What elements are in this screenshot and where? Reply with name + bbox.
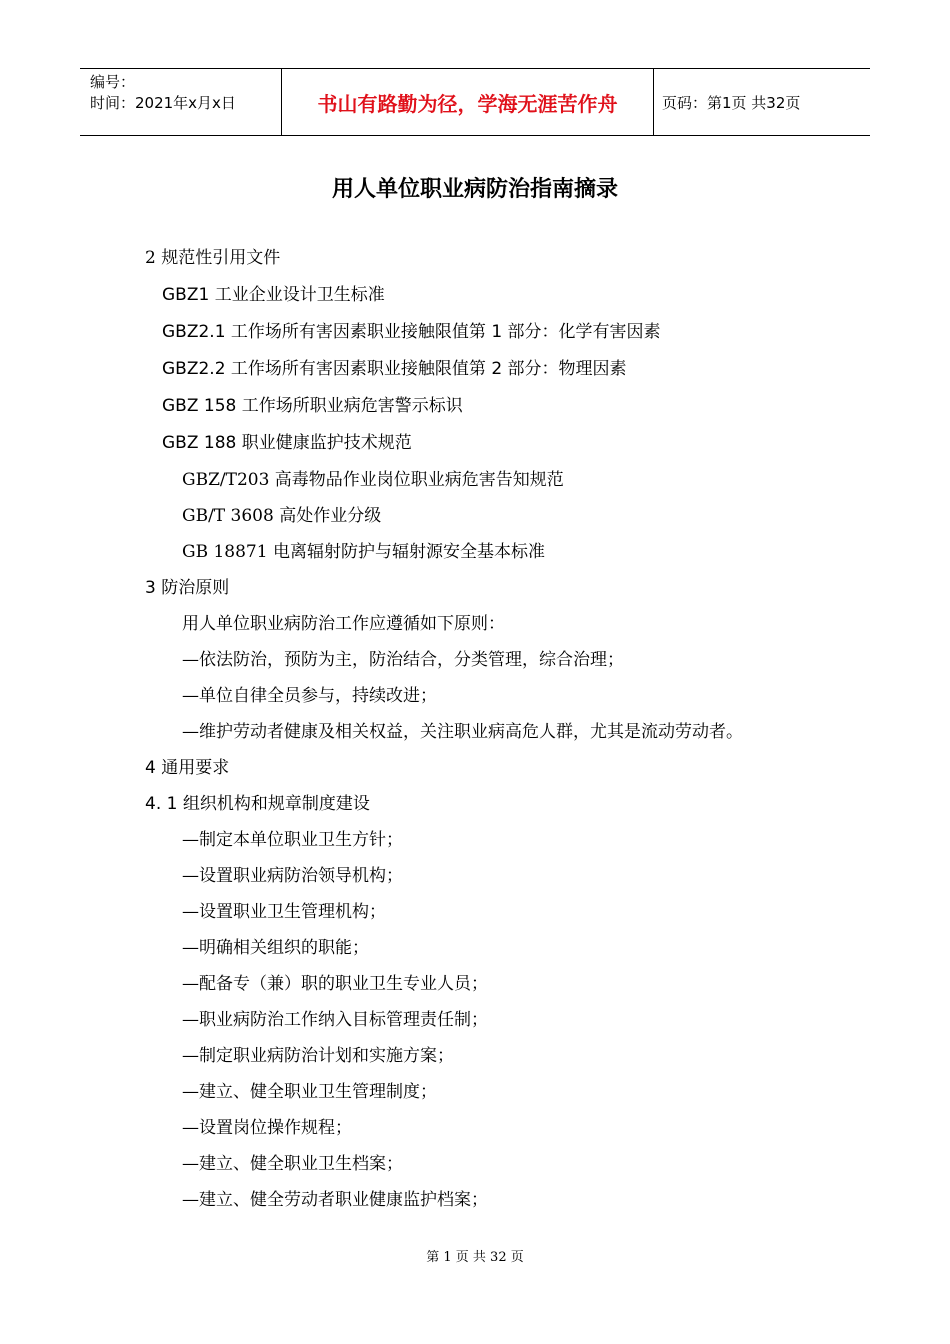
requirement-item: —明确相关组织的职能；: [182, 938, 369, 958]
requirement-item: —制定本单位职业卫生方针；: [182, 830, 403, 850]
requirement-item: —设置岗位操作规程；: [182, 1118, 352, 1138]
requirement-item: —配备专（兼）职的职业卫生专业人员；: [182, 974, 488, 994]
page-footer: 第 1 页 共 32 页: [426, 1250, 524, 1265]
header-page-info: 页码：第1页 共32页: [662, 93, 801, 112]
requirement-item: —职业病防治工作纳入目标管理责任制；: [182, 1010, 488, 1030]
reference-item: GBZ 188 职业健康监护技术规范: [162, 433, 412, 453]
section-heading: 4 通用要求: [145, 758, 230, 778]
requirement-item: —建立、健全劳动者职业健康监护档案；: [182, 1190, 488, 1210]
body-paragraph: 用人单位职业病防治工作应遵循如下原则：: [182, 614, 505, 634]
header-time-label: 时间：2021年x月x日: [90, 94, 236, 112]
header-motto: 书山有路勤为径，学海无涯苦作舟: [282, 69, 654, 135]
requirement-item: —制定职业病防治计划和实施方案；: [182, 1046, 454, 1066]
requirement-item: —建立、健全职业卫生管理制度；: [182, 1082, 437, 1102]
header-meta: [80, 69, 282, 135]
section-heading: 2 规范性引用文件: [145, 248, 281, 268]
requirement-item: —设置职业卫生管理机构；: [182, 902, 386, 922]
header-table: [80, 68, 870, 136]
header-number-label: 编号：: [90, 73, 136, 91]
reference-item: GBZ2.1 工作场所有害因素职业接触限值第 1 部分：化学有害因素: [162, 322, 661, 342]
principle-item: —维护劳动者健康及相关权益，关注职业病高危人群，尤其是流动劳动者。: [182, 722, 743, 742]
subsection-heading: 4. 1 组织机构和规章制度建设: [145, 794, 370, 814]
reference-item: GBZ2.2 工作场所有害因素职业接触限值第 2 部分：物理因素: [162, 359, 627, 379]
reference-item: GB/T 3608 高处作业分级: [182, 506, 382, 526]
reference-item: GBZ1 工业企业设计卫生标准: [162, 285, 385, 305]
reference-item: GBZ 158 工作场所职业病危害警示标识: [162, 396, 463, 416]
document-title: 用人单位职业病防治指南摘录: [331, 177, 618, 202]
section-heading: 3 防治原则: [145, 578, 230, 598]
reference-item: GBZ/T203 高毒物品作业岗位职业病危害告知规范: [182, 470, 564, 490]
requirement-item: —设置职业病防治领导机构；: [182, 866, 403, 886]
principle-item: —单位自律全员参与，持续改进；: [182, 686, 437, 706]
reference-item: GB 18871 电离辐射防护与辐射源安全基本标准: [182, 542, 545, 562]
principle-item: —依法防治，预防为主，防治结合，分类管理，综合治理；: [182, 650, 624, 670]
requirement-item: —建立、健全职业卫生档案；: [182, 1154, 403, 1174]
